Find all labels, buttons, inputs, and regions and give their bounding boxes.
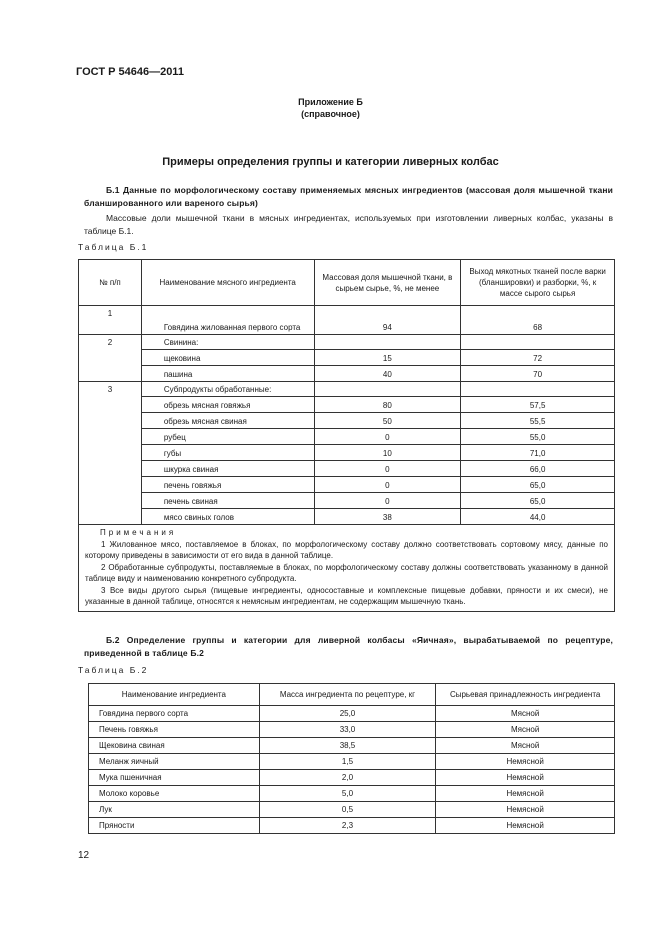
mass-share-value: 0 bbox=[314, 477, 461, 493]
document-header: ГОСТ Р 54646—2011 bbox=[76, 66, 184, 78]
section-title: Примеры определения группы и категории ливерных колбас bbox=[162, 156, 499, 168]
recipe-mass-value: 2,3 bbox=[259, 818, 436, 834]
raw-type-value: Немясной bbox=[436, 802, 615, 818]
table-row bbox=[79, 382, 615, 397]
table-b1-notes bbox=[79, 525, 615, 612]
table-row bbox=[79, 509, 615, 525]
mass-share-value: 38 bbox=[314, 509, 461, 525]
table-row bbox=[89, 722, 615, 738]
mass-share-value: 50 bbox=[314, 413, 461, 429]
ingredient-name: губы bbox=[141, 445, 314, 461]
mass-share-value: 40 bbox=[314, 366, 461, 382]
ingredient-name: Лук bbox=[89, 802, 260, 818]
table-row bbox=[89, 818, 615, 834]
recipe-mass-value: 25,0 bbox=[259, 706, 436, 722]
yield-value: 57,5 bbox=[461, 397, 615, 413]
raw-type-value: Немясной bbox=[436, 786, 615, 802]
yield-value: 66,0 bbox=[461, 461, 615, 477]
note-3: 3 Все виды другого сырья (пищевые ингредиенты, односоставные и комплексные пищевые добавки, пряности и их смеси), не указанные в данной таблице, относятся к немясным ингредиентам, не содержащим мышечную ткань. bbox=[85, 585, 608, 606]
table-b2-body bbox=[89, 706, 615, 834]
ingredient-name: Меланж яичный bbox=[89, 754, 260, 770]
yield-value bbox=[461, 335, 615, 350]
table-row bbox=[79, 413, 615, 429]
page-number: 12 bbox=[78, 850, 90, 861]
table-row bbox=[79, 445, 615, 461]
table-row bbox=[89, 802, 615, 818]
col-header-number: № п/п bbox=[79, 260, 142, 306]
raw-type-value: Немясной bbox=[436, 818, 615, 834]
ingredient-name: пашина bbox=[141, 366, 314, 382]
table-row bbox=[79, 477, 615, 493]
ingredient-name: Щековина свиная bbox=[89, 738, 260, 754]
yield-value: 68 bbox=[461, 306, 615, 335]
raw-type-value: Немясной bbox=[436, 770, 615, 786]
table-b1 bbox=[78, 259, 615, 612]
yield-value: 65,0 bbox=[461, 477, 615, 493]
mass-share-value: 15 bbox=[314, 350, 461, 366]
ingredient-name: печень говяжья bbox=[141, 477, 314, 493]
recipe-mass-value: 33,0 bbox=[259, 722, 436, 738]
col-header-ingredient: Наименование мясного ингредиента bbox=[141, 260, 314, 306]
yield-value: 65,0 bbox=[461, 493, 615, 509]
ingredient-name: Печень говяжья bbox=[89, 722, 260, 738]
table-row bbox=[89, 706, 615, 722]
table-row bbox=[79, 493, 615, 509]
ingredient-name: Молоко коровье bbox=[89, 786, 260, 802]
col-header-yield: Выход мякотных тканей после варки (бланшировки) и разборки, %, к массе сырого сырья bbox=[461, 260, 615, 306]
note-2: 2 Обработанные субпродукты, поставляемые в блоках, по морфологическому составу должны соответствовать указанному в данной таблице виду и наименованию конкретного субпродукта. bbox=[85, 562, 608, 583]
appendix-title: Приложение Б bbox=[298, 97, 363, 107]
table-row bbox=[79, 366, 615, 382]
table-b2 bbox=[88, 683, 615, 834]
ingredient-name: обрезь мясная говяжья bbox=[141, 397, 314, 413]
mass-share-value bbox=[314, 382, 461, 397]
mass-share-value: 10 bbox=[314, 445, 461, 461]
recipe-mass-value: 5,0 bbox=[259, 786, 436, 802]
row-number: 1 bbox=[79, 306, 142, 335]
mass-share-value: 0 bbox=[314, 461, 461, 477]
yield-value: 55,0 bbox=[461, 429, 615, 445]
raw-type-value: Мясной bbox=[436, 738, 615, 754]
ingredient-name: Свинина: bbox=[141, 335, 314, 350]
b1-heading: Б.1 Данные по морфологическому составу применяемых мясных ингредиентов (массовая доля мышечной ткани бланшированного или вареного сырья) bbox=[84, 185, 613, 208]
table-row bbox=[79, 429, 615, 445]
ingredient-name: щековина bbox=[141, 350, 314, 366]
recipe-mass-value: 38,5 bbox=[259, 738, 436, 754]
mass-share-value: 94 bbox=[314, 306, 461, 335]
table-row bbox=[89, 738, 615, 754]
ingredient-name: Мука пшеничная bbox=[89, 770, 260, 786]
note-1: 1 Жилованное мясо, поставляемое в блоках, по морфологическому составу должно соответствовать сортовому мясу, данные по которому приведены в зависимости от его вида в данной таблице. bbox=[85, 539, 608, 560]
notes-heading: Примечания bbox=[100, 528, 177, 537]
ingredient-name: печень свиная bbox=[141, 493, 314, 509]
col-header-recipe-mass: Масса ингредиента по рецептуре, кг bbox=[259, 684, 436, 706]
row-number: 2 bbox=[79, 335, 142, 382]
col-header-raw-type: Сырьевая принадлежность ингредиента bbox=[436, 684, 615, 706]
col-header-mass-share: Массовая доля мышечной ткани, в сырьем сырье, %, не менее bbox=[314, 260, 461, 306]
table-row bbox=[79, 350, 615, 366]
ingredient-name: Пряности bbox=[89, 818, 260, 834]
mass-share-value bbox=[314, 335, 461, 350]
table1-label: Таблица Б.1 bbox=[78, 242, 149, 252]
table-row bbox=[79, 397, 615, 413]
ingredient-name: Говядина жилованная первого сорта bbox=[141, 306, 314, 335]
yield-value: 70 bbox=[461, 366, 615, 382]
yield-value: 72 bbox=[461, 350, 615, 366]
b2-heading: Б.2 Определение группы и категории для ливерной колбасы «Яичная», вырабатываемой по рецептуре, приведенной в таблице Б.2 bbox=[84, 635, 613, 658]
raw-type-value: Мясной bbox=[436, 722, 615, 738]
raw-type-value: Мясной bbox=[436, 706, 615, 722]
ingredient-name: Субпродукты обработанные: bbox=[141, 382, 314, 397]
yield-value: 44,0 bbox=[461, 509, 615, 525]
table-b1-body bbox=[79, 306, 615, 525]
mass-share-value: 80 bbox=[314, 397, 461, 413]
ingredient-name: Говядина первого сорта bbox=[89, 706, 260, 722]
table2-label: Таблица Б.2 bbox=[78, 665, 149, 675]
table-row bbox=[79, 335, 615, 350]
yield-value bbox=[461, 382, 615, 397]
ingredient-name: рубец bbox=[141, 429, 314, 445]
ingredient-name: мясо свиных голов bbox=[141, 509, 314, 525]
yield-value: 71,0 bbox=[461, 445, 615, 461]
table-row bbox=[89, 770, 615, 786]
mass-share-value: 0 bbox=[314, 493, 461, 509]
table-row bbox=[89, 786, 615, 802]
recipe-mass-value: 0,5 bbox=[259, 802, 436, 818]
ingredient-name: шкурка свиная bbox=[141, 461, 314, 477]
raw-type-value: Немясной bbox=[436, 754, 615, 770]
recipe-mass-value: 2,0 bbox=[259, 770, 436, 786]
recipe-mass-value: 1,5 bbox=[259, 754, 436, 770]
table-row bbox=[89, 754, 615, 770]
yield-value: 55,5 bbox=[461, 413, 615, 429]
mass-share-value: 0 bbox=[314, 429, 461, 445]
b1-text: Массовые доли мышечной ткани в мясных ингредиентах, используемых при изготовлении ливерных колбас, указаны в таблице Б.1. bbox=[84, 213, 613, 236]
table-row bbox=[79, 461, 615, 477]
row-number: 3 bbox=[79, 382, 142, 525]
col-header-ingredient-name: Наименование ингредиента bbox=[89, 684, 260, 706]
table-row bbox=[79, 306, 615, 335]
ingredient-name: обрезь мясная свиная bbox=[141, 413, 314, 429]
appendix-subtitle: (справочное) bbox=[301, 109, 360, 119]
